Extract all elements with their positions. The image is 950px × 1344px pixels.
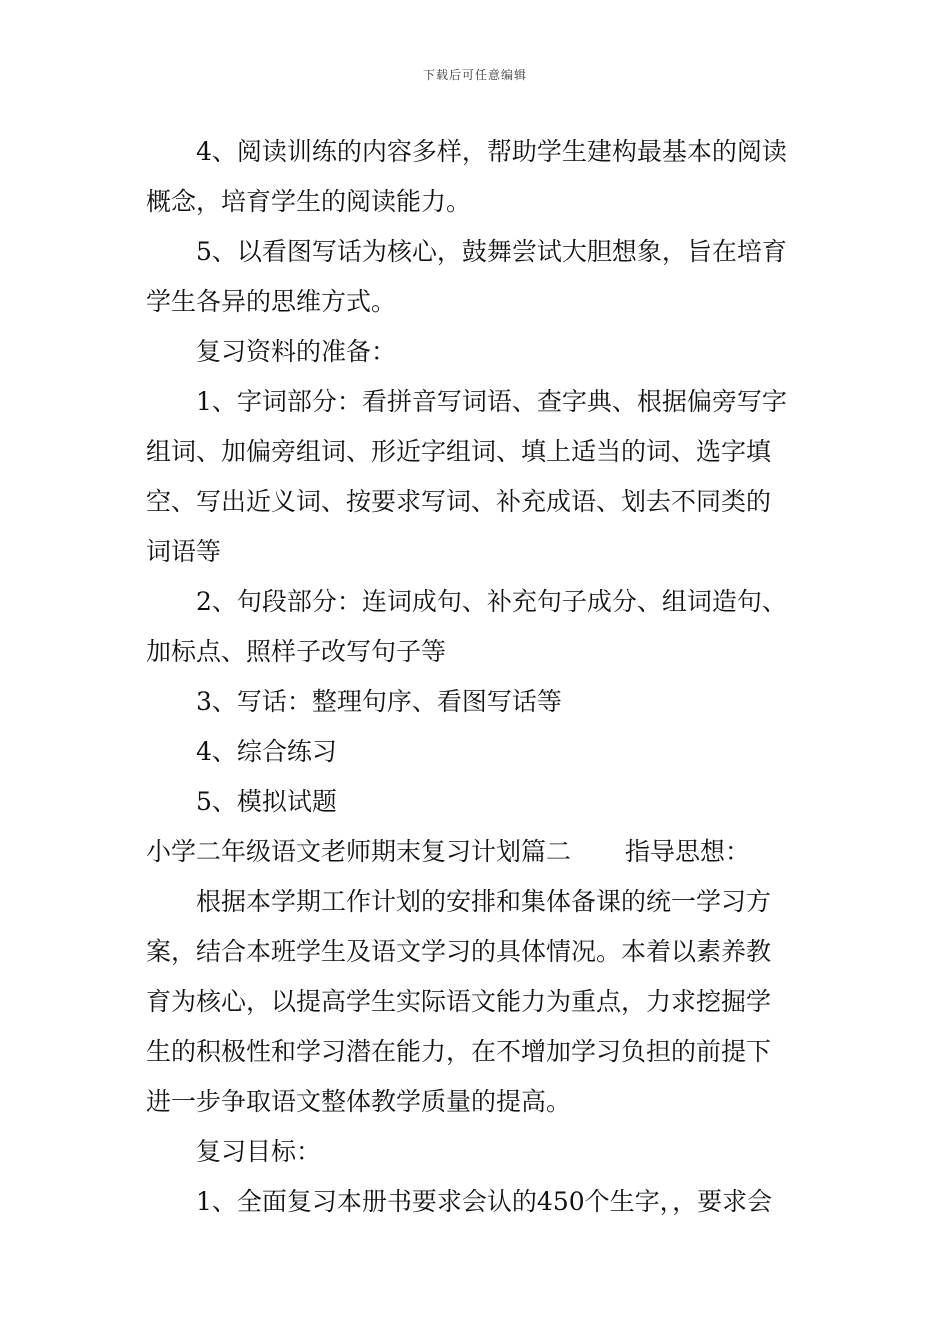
paragraph-line: 4、阅读训练的内容多样，帮助学生建构最基本的阅读 [196,137,787,166]
paragraph-line: 1、全面复习本册书要求会认的450个生字，，要求会 [196,1187,773,1216]
section-heading: 指导思想： [625,837,751,866]
document-body [146,127,810,1227]
paragraph-line: 5、以看图写话为核心，鼓舞尝试大胆想象，旨在培育 [196,237,787,266]
document-title-line [146,827,810,877]
paragraph-line: 2、句段部分：连词成句、补充句子成分、组词造句、 [196,587,787,616]
page-header: 下载后可任意编辑 [422,68,527,82]
section-heading: 复习目标： [196,1137,322,1166]
paragraph-line: 4、综合练习 [196,737,337,766]
paragraph-line: 进一步争取语文整体教学质量的提高。 [146,1087,572,1116]
paragraph-line: 概念，培育学生的阅读能力。 [146,187,472,216]
paragraph-line: 案，结合本班学生及语文学习的具体情况。本着以素养教 [146,937,772,966]
section-heading: 复习资料的准备： [196,337,397,366]
paragraph-line: 生的积极性和学习潜在能力，在不增加学习负担的前提下 [146,1037,772,1066]
paragraph-line: 3、写话：整理句序、看图写话等 [196,687,562,716]
paragraph-line: 空、写出近义词、按要求写词、补充成语、划去不同类的 [146,487,772,516]
paragraph-line: 育为核心，以提高学生实际语文能力为重点，力求挖掘学 [146,987,772,1016]
document-title: 小学二年级语文老师期末复习计划篇二 [146,837,572,866]
paragraph-line: 组词、加偏旁组词、形近字组词、填上适当的词、选字填 [146,437,772,466]
paragraph-line: 加标点、照样子改写句子等 [146,637,447,666]
paragraph-line: 词语等 [146,537,222,566]
paragraph-line: 根据本学期工作计划的安排和集体备课的统一学习方 [196,887,772,916]
paragraph-line: 5、模拟试题 [196,787,337,816]
paragraph-line: 1、字词部分：看拼音写词语、查字典、根据偏旁写字 [196,387,787,416]
paragraph-line: 学生各异的思维方式。 [146,287,397,316]
